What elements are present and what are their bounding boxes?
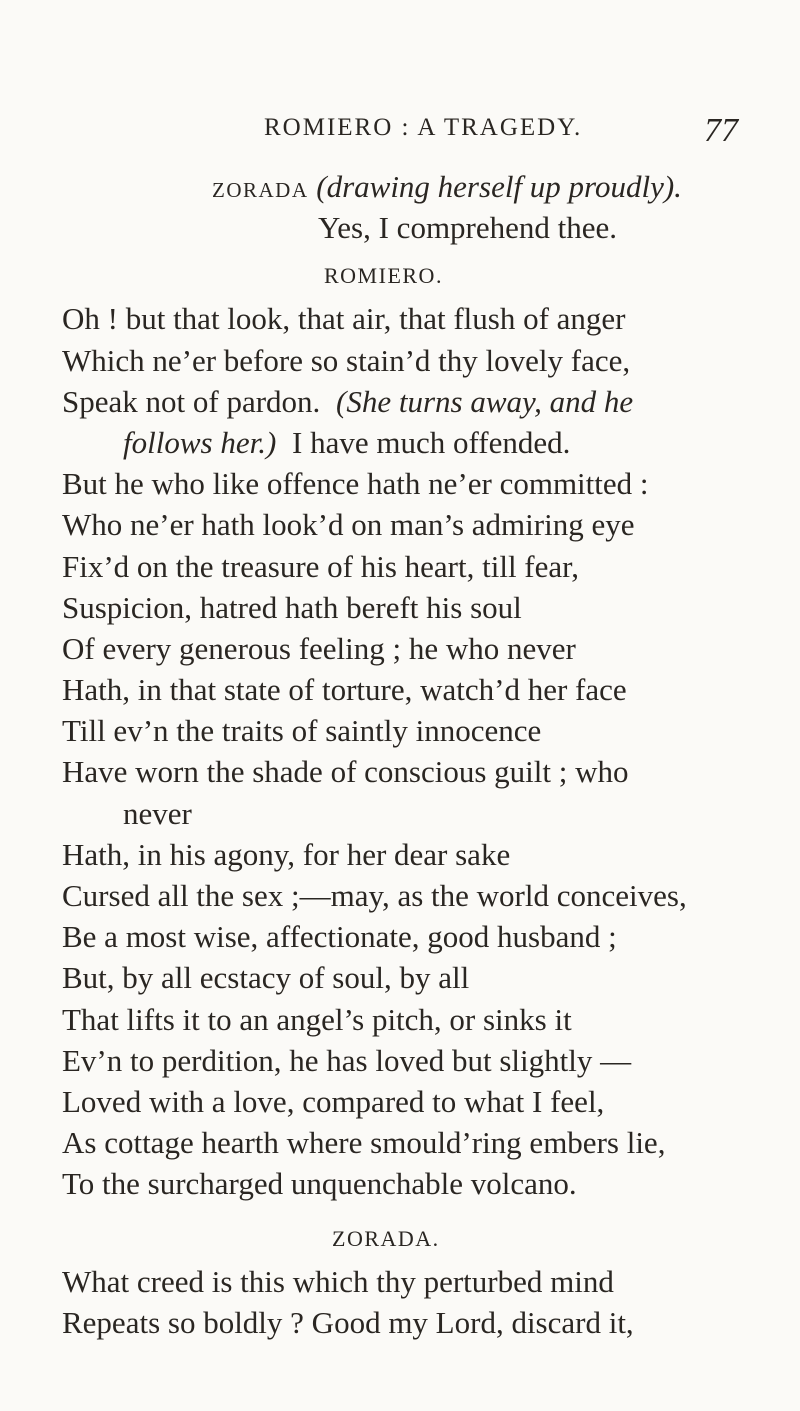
speech-zorada-1-line-2: Yes, I comprehend thee. (318, 210, 618, 246)
verse-line: That lifts it to an angel’s pitch, or sinks it (62, 1001, 572, 1037)
verse-line: Have worn the shade of conscious guilt ; who (62, 754, 629, 790)
verse-line: Speak not of pardon. (She turns away, and he (62, 383, 634, 419)
verse-line: Who ne’er hath look’d on man’s admiring eye (62, 507, 635, 543)
speaker-zorada: ZORADA. (332, 1225, 440, 1251)
running-head (0, 114, 800, 154)
verse-line: Oh ! but that look, that air, that flush of anger (62, 301, 626, 337)
stage-direction: follows her.) (123, 424, 277, 460)
verse-line: Fix’d on the treasure of his heart, till fear, (62, 548, 579, 584)
speaker-zorada: ZORADA (212, 178, 309, 202)
verse-line: But, by all ecstacy of soul, by all (62, 960, 470, 996)
page-number: 77 (704, 112, 738, 149)
verse-line: Be a most wise, affectionate, good husband ; (62, 919, 617, 955)
speaker-romiero: ROMIERO. (324, 263, 443, 289)
verse-line: Ev’n to perdition, he has loved but slightly — (62, 1042, 632, 1078)
verse-line: Hath, in his agony, for her dear sake (62, 836, 511, 872)
verse-line: Of every generous feeling ; he who never (62, 630, 576, 666)
speech-zorada-1-line-1 (62, 166, 752, 207)
verse-line: Repeats so boldly ? Good my Lord, discard it, (62, 1304, 634, 1340)
running-head-title: ROMIERO : A TRAGEDY. (264, 114, 583, 141)
verse-line: follows her.) I have much offended. (123, 424, 571, 460)
verse-line: Which ne’er before so stain’d thy lovely face, (62, 342, 631, 378)
verse-line-continuation: never (123, 795, 192, 831)
verse-line: Loved with a love, compared to what I feel, (62, 1083, 605, 1119)
verse-line: What creed is this which thy perturbed mind (62, 1263, 614, 1299)
verse-line: Till ev’n the traits of saintly innocence (62, 713, 542, 749)
stage-direction: (drawing herself up proudly). (316, 169, 682, 204)
verse-line: To the surcharged unquenchable volcano. (62, 1166, 577, 1202)
verse-line: But he who like offence hath ne’er committed : (62, 466, 649, 502)
verse-line: Cursed all the sex ;—may, as the world conceives, (62, 878, 687, 913)
verse-line: As cottage hearth where smould’ring embers lie, (62, 1125, 666, 1161)
stage-direction: (She turns away, and he (336, 383, 634, 419)
verse-line: Hath, in that state of torture, watch’d her face (62, 672, 627, 708)
play-text (62, 166, 752, 1343)
verse-line: Suspicion, hatred hath bereft his soul (62, 589, 522, 625)
